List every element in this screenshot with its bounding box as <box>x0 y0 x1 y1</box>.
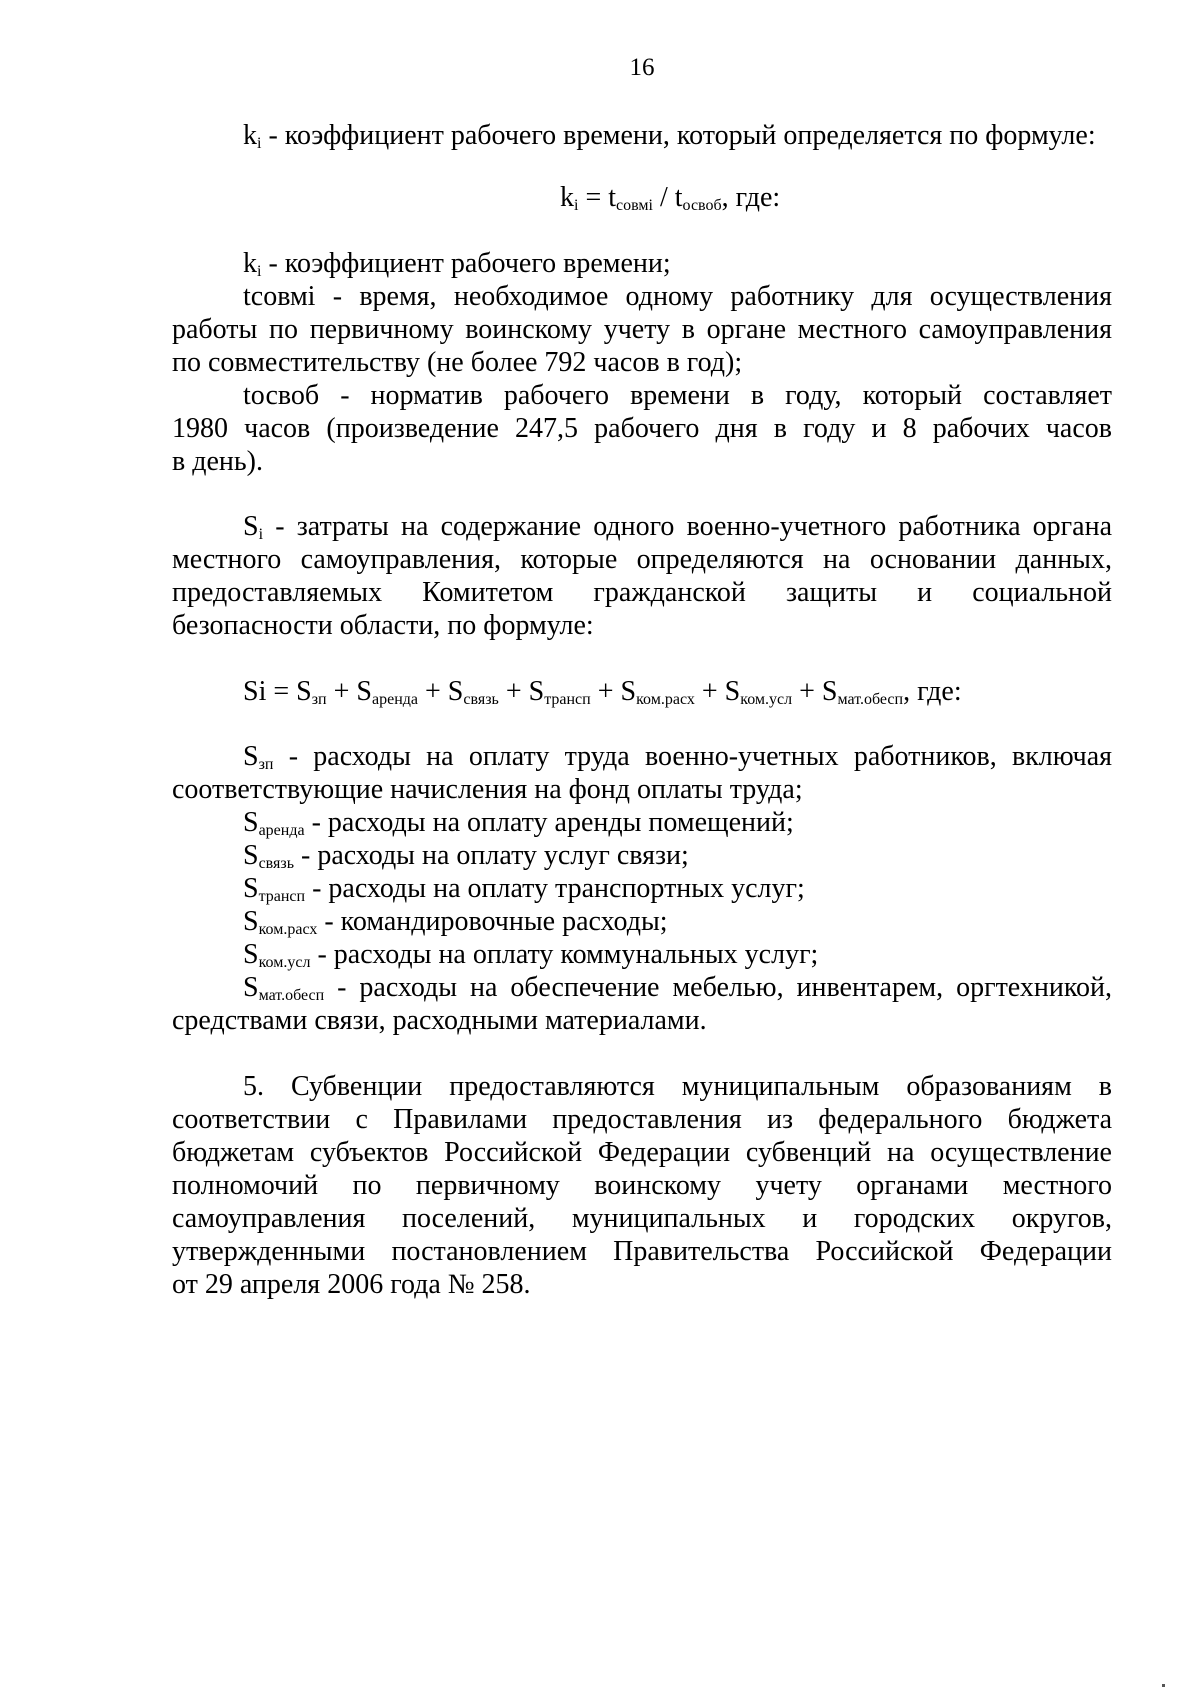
definition-ssvyaz: $S_{связь}$ - расходы на оплату услуг связи; <box>243 840 689 872</box>
definition-sarenda: $S_{аренда}$ - расходы на оплату аренды помещений; <box>243 807 794 839</box>
formula-si: $Si = S_{зп} + S_{аренда} + S_{связь} + S_{трансп} + S_{ком.расх} + S_{ком.усл} + S_{мат.обесп}$, где: <box>243 676 962 708</box>
paragraph-5-line6: утвержденными постановлением Правительства Российской Федерации <box>172 1236 1112 1267</box>
si-paragraph-line3: предоставляемых Комитетом гражданской защиты и социальной <box>172 577 1112 608</box>
coefficient-intro: $k_i$ - коэффициент рабочего времени, который определяется по формуле: <box>243 120 1096 152</box>
definition-skomusl: $S_{ком.усл}$ - расходы на оплату коммунальных услуг; <box>243 939 819 971</box>
definition-ki: $k_i$ - коэффициент рабочего времени; <box>243 248 671 280</box>
definition-tsovm-line2: работы по первичному воинскому учету в органе местного самоуправления <box>172 314 1112 345</box>
paragraph-5-line5: самоуправления поселений, муниципальных и городских округов, <box>172 1203 1112 1234</box>
paragraph-5-line3: бюджетам субъектов Российской Федерации субвенций на осуществление <box>172 1137 1112 1168</box>
paragraph-5-line1: 5. Субвенции предоставляются муниципальным образованиям в <box>243 1071 1112 1102</box>
definition-tsovm-line1: tсовмi - время, необходимое одному работнику для осуществления <box>243 281 1112 312</box>
si-paragraph-line1: $S_i$ - затраты на содержание одного военно-учетного работника органа <box>243 511 1112 543</box>
definition-tsovm-line3: по совместительству (не более 792 часов в год); <box>172 347 743 378</box>
scan-speck <box>1162 1684 1165 1687</box>
paragraph-5-line7: от 29 апреля 2006 года № 258. <box>172 1269 531 1300</box>
formula-ki: $k_i = t_{совмi} / t_{освоб}$, где: <box>560 182 781 214</box>
paragraph-5-line4: полномочий по первичному воинскому учету органами местного <box>172 1170 1112 1201</box>
definition-tosvob-line1: tосвоб - норматив рабочего времени в году, который составляет <box>243 380 1112 411</box>
definition-stransp: $S_{трансп}$ - расходы на оплату транспортных услуг; <box>243 873 805 905</box>
definition-skomrash: $S_{ком.расх}$ - командировочные расходы; <box>243 906 668 938</box>
definition-tosvob-line2: 1980 часов (произведение 247,5 рабочего дня в году и 8 рабочих часов <box>172 413 1112 444</box>
definition-smatobesp-cont: средствами связи, расходными материалами. <box>172 1005 707 1036</box>
definition-szp: $S_{зп}$ - расходы на оплату труда военно-учетных работников, включая <box>243 741 1112 773</box>
page-number: 16 <box>629 54 655 81</box>
paragraph-5-line2: соответствии с Правилами предоставления из федерального бюджета <box>172 1104 1112 1135</box>
definition-smatobesp: $S_{мат.обесп}$ - расходы на обеспечение мебелью, инвентарем, оргтехникой, <box>243 972 1112 1004</box>
definition-tosvob-line3: в день). <box>172 446 263 477</box>
si-paragraph-line2: местного самоуправления, которые определяются на основании данных, <box>172 544 1112 575</box>
definition-szp-cont: соответствующие начисления на фонд оплаты труда; <box>172 774 803 805</box>
si-paragraph-line4: безопасности области, по формуле: <box>172 610 594 641</box>
